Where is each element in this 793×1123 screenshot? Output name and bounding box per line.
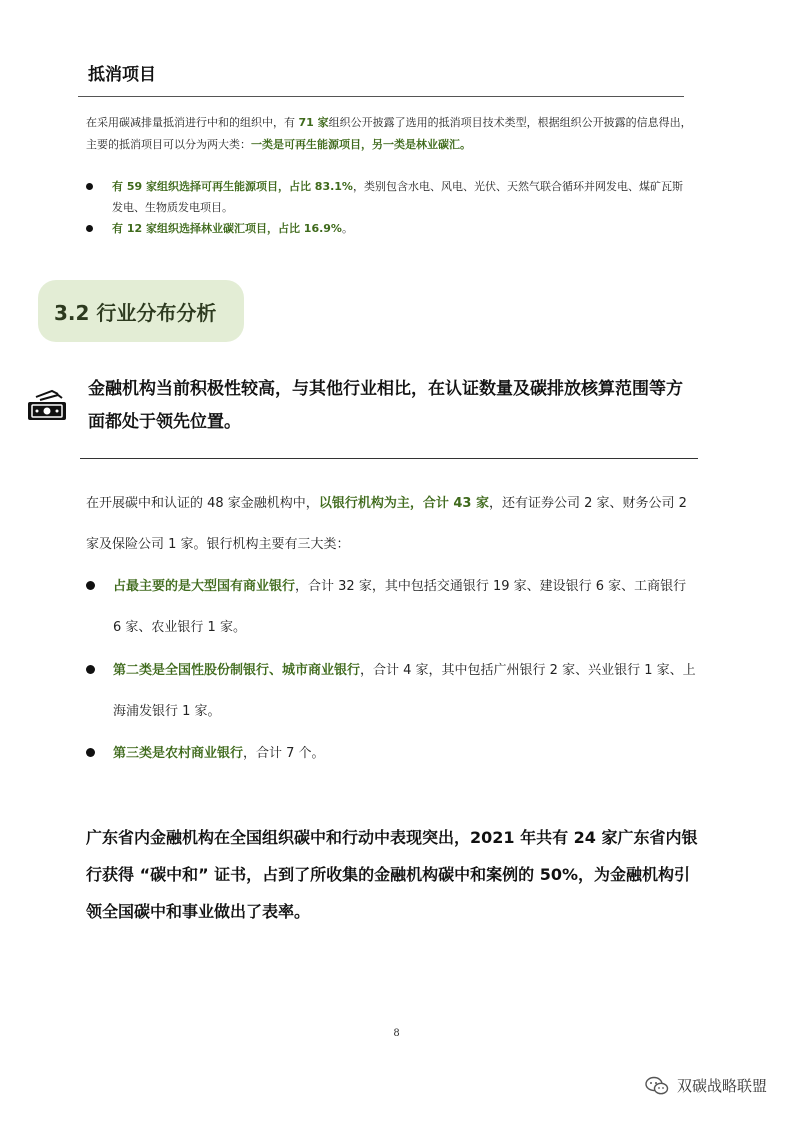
watermark xyxy=(645,1075,767,1096)
page-number: 8 xyxy=(393,1028,400,1039)
bullet-text: ，合计 4 家，其中包括广州银行 2 家、兴业银行 1 家、上海浦发银行 1 家。 xyxy=(113,663,696,719)
final-statement: 广东省内金融机构在全国组织碳中和行动中表现突出，2021 年共有 24 家广东省内银行获得 “碳中和” 证书，占到了所收集的金融机构碳中和案例的 50%，为金融机构引领全国碳中和事业做出了表率。 xyxy=(86,828,698,921)
offset-intro-paragraph xyxy=(86,112,696,156)
wechat-icon xyxy=(645,1076,669,1096)
bullet-highlight: 有 12 家组织选择林业碳汇项目，占比 16.9% xyxy=(112,222,342,235)
bullet-highlight: 有 59 家组织选择可再生能源项目，占比 83.1% xyxy=(112,180,353,193)
bullet-text: 。 xyxy=(341,222,353,235)
bullet-text: ，类别包含水电、风电、光伏、天然气联合循环并网发电、煤矿瓦斯发电、生物质发电项目。 xyxy=(112,180,683,214)
bullet-dot xyxy=(86,225,93,232)
para-text: 在开展碳中和认证的 48 家金融机构中， xyxy=(86,496,319,511)
list-item xyxy=(86,566,696,648)
section-heading: 3.2 行业分布分析 xyxy=(38,280,244,342)
bullet-dot xyxy=(86,665,95,674)
finance-paragraph xyxy=(86,483,696,565)
bullet-dot xyxy=(86,183,93,190)
bullet-text: ，合计 7 个。 xyxy=(243,746,325,761)
para-highlight: 以银行机构为主，合计 43 家 xyxy=(318,496,489,511)
money-icon xyxy=(26,388,68,422)
intro-text: 组织公开披露了选用的抵消项目技术类型，根据组织公开披露的信息得出，主要的抵消项目可以分为两大类： xyxy=(86,116,692,151)
intro-highlight-count: 71 家 xyxy=(298,116,329,129)
divider xyxy=(78,96,684,97)
bullet-highlight: 第三类是农村商业银行 xyxy=(113,746,244,761)
intro-text: 在采用碳减排量抵消进行中和的组织中，有 xyxy=(86,116,299,129)
list-item xyxy=(86,650,696,732)
bullet-highlight: 占最主要的是大型国有商业银行 xyxy=(113,579,296,594)
intro-highlight-categories: 一类是可再生能源项目，另一类是林业碳汇。 xyxy=(251,138,471,151)
divider xyxy=(80,458,698,459)
bullet-text: ，合计 32 家，其中包括交通银行 19 家、建设银行 6 家、工商银行 6 家、农业银行 1 家。 xyxy=(113,579,687,635)
watermark-text: 双碳战略联盟 xyxy=(676,1077,767,1095)
list-item xyxy=(86,176,686,218)
list-item xyxy=(86,733,696,774)
bullet-dot xyxy=(86,581,95,590)
section-title-offset: 抵消项目 xyxy=(88,65,156,85)
bullet-dot xyxy=(86,748,95,757)
lead-statement: 金融机构当前积极性较高，与其他行业相比，在认证数量及碳排放核算范围等方面都处于领先位置。 xyxy=(88,379,683,432)
para-text: ，还有证券公司 2 家、财务公司 2 家及保险公司 1 家。银行机构主要有三大类： xyxy=(86,496,687,552)
list-item xyxy=(86,218,686,239)
bullet-highlight: 第二类是全国性股份制银行、城市商业银行 xyxy=(113,663,361,678)
